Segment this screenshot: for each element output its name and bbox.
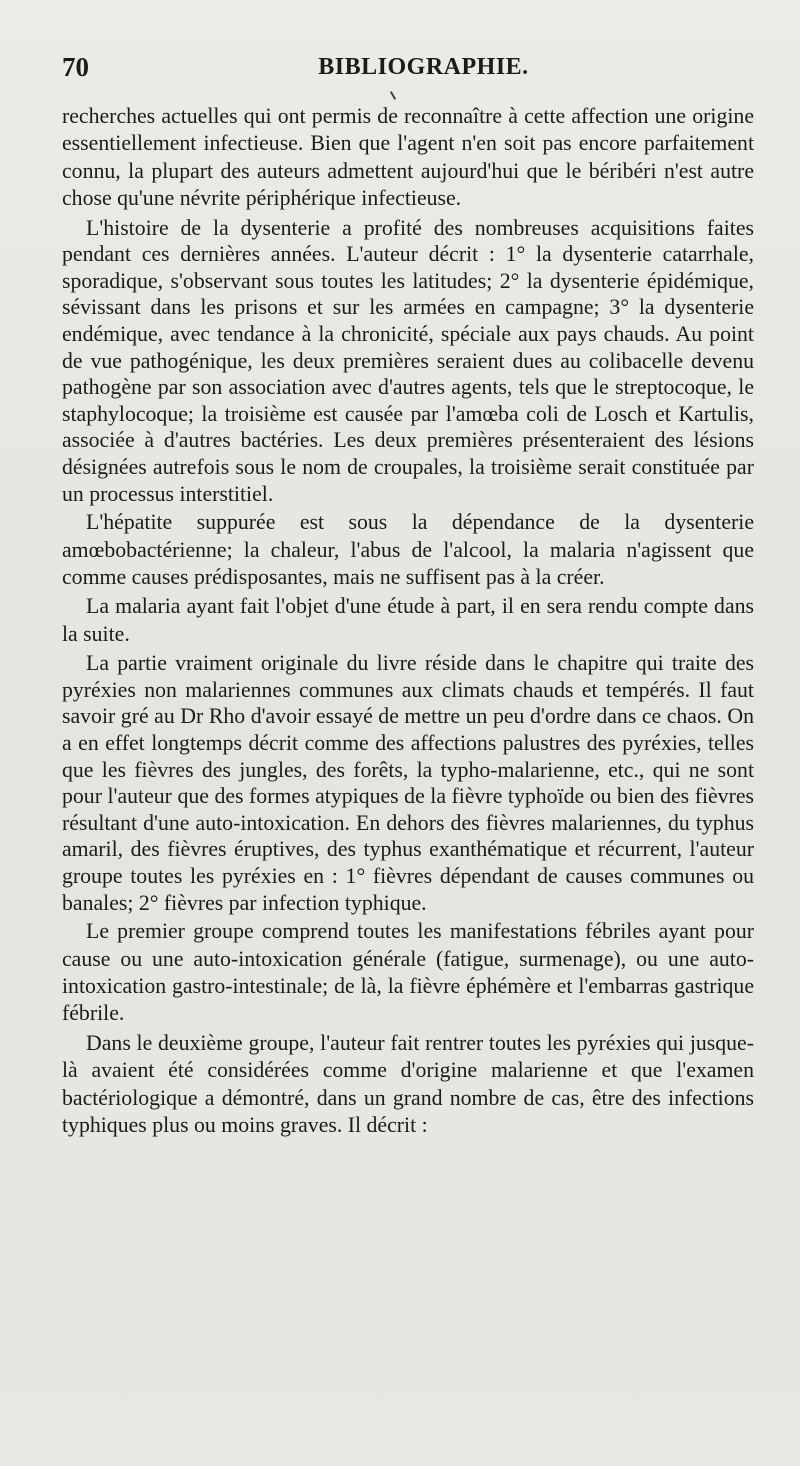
paragraph-malaria: La malaria ayant fait l'objet d'une étude à part, il en sera rendu compte dans la suite. [62,594,754,646]
paragraph-deuxieme-groupe: Dans le deuxième groupe, l'auteur fait rentrer toutes les pyréxies qui jusque-là avaient été considérées comme d'origine malarienne et que l'examen bactériologique a démontré, dans un grand nombre de cas, être des infections typhiques plus ou moins graves. Il décrit : [62,1030,754,1137]
paragraph-beriberi-conclusion: recherches actuelles qui ont permis de reconnaître à cette affection une origine essentiellement infectieuse. Bien que l'agent n'en soit pas encore parfaitement connu, la plupart des auteurs admettent aujourd'hui que le béribéri n'est autre chose qu'une névrite périphérique infectieuse. [62,104,754,211]
paragraph-dysenterie: L'histoire de la dysenterie a profité des nombreuses acquisitions faites pendant ces dernières années. L'auteur décrit : 1° la dysenterie catarrhale, sporadique, s'observant sous toutes les latitudes; 2° la dysenterie épidémique, sévissant dans les prisons et sur les armées en campagne; 3° la dysenterie endémique, avec tendance à la chronicité, spéciale aux pays chauds. Au point de vue pathogénique, les deux premières seraient dues au colibacelle devenu pathogène par son association avec d'autres agents, tels que le streptocoque, le staphylocoque; la troisième est causée par l'amœba coli de Losch et Kartulis, associée à d'autres bactéries. Les deux premières présenteraient des lésions désignées autrefois sous le nom de croupales, la troisième serait constituée par un processus interstitiel. [62,215,754,506]
body-text [62,103,754,1141]
page-header [62,52,745,88]
print-mark [390,91,396,100]
running-title: BIBLIOGRAPHIE. [318,54,529,80]
page-number: 70 [62,52,89,82]
paragraph-hepatite: L'hépatite suppurée est sous la dépendance de la dysenterie amœbobactérienne; la chaleur, l'abus de l'alcool, la malaria n'agissent que comme causes prédisposantes, mais ne suffisent pas à la créer. [62,510,754,589]
paragraph-premier-groupe: Le premier groupe comprend toutes les manifestations fébriles ayant pour cause ou une auto-intoxication générale (fatigue, surmenage), ou une auto-intoxication gastro-intestinale; de là, la fièvre éphémère et l'embarras gastrique fébrile. [62,919,754,1026]
paragraph-pyrexies: La partie vraiment originale du livre réside dans le chapitre qui traite des pyréxies non malariennes communes aux climats chauds et tempérés. Il faut savoir gré au Dr Rho d'avoir essayé de mettre un peu d'ordre dans ce chaos. On a en effet longtemps décrit comme des affections palustres des pyréxies, telles que les fièvres des jungles, des forêts, la typho-malarienne, etc., qui ne sont pour l'auteur que des formes atypiques de la fièvre typhoïde ou bien des fièvres résultant d'une auto-intoxication. En dehors des fièvres malariennes, du typhus amaril, des fièvres éruptives, des typhus exanthématique et récurrent, l'auteur groupe toutes les pyréxies en : 1° fièvres dépendant de causes communes ou banales; 2° fièvres par infection typhique. [62,651,754,915]
